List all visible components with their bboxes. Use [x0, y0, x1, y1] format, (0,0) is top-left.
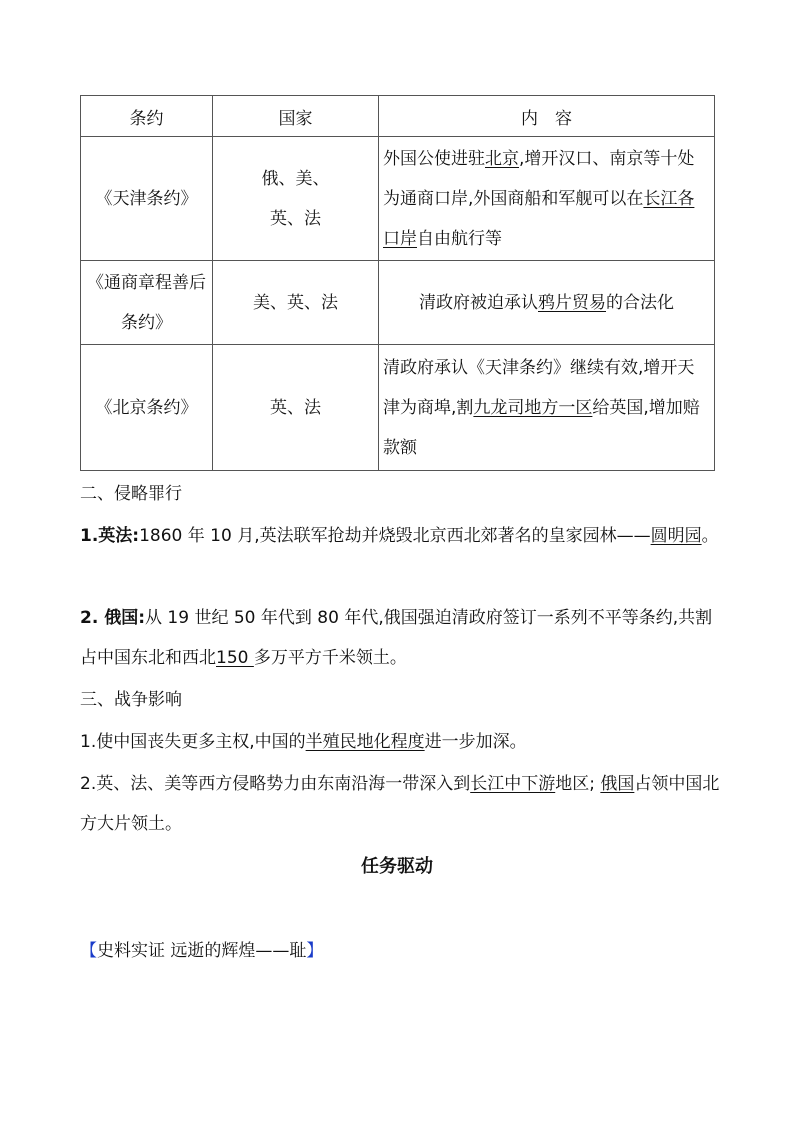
source-heading-text: 史料实证 远逝的辉煌——耻: [97, 941, 307, 961]
item-text: 1860 年 10 月,英法联军抢劫并烧毁北京西北郊著名的皇家园林——: [139, 526, 651, 546]
item-text: 进一步加深。: [424, 732, 527, 752]
table-row: [81, 345, 715, 471]
item-text: 。: [701, 526, 719, 546]
source-heading: [80, 936, 323, 961]
content-underlined: 九龙司地方一区: [473, 397, 593, 418]
content-text: 给英国,增加赔款额: [383, 397, 700, 458]
item-underlined: 150: [216, 648, 254, 668]
item-label: 1.英法:: [80, 526, 140, 546]
header-countries: 国家: [213, 96, 379, 137]
content-underlined: 长江各口岸: [383, 188, 695, 249]
table-row: [81, 137, 715, 261]
item-underlined: 圆明园: [650, 526, 702, 546]
table-header-row: [81, 96, 715, 137]
task-title: 任务驱动: [361, 856, 433, 877]
content-text: 自由航行等: [417, 228, 502, 249]
item-text: 从 19 世纪 50 年代到 80 年代,俄国强迫清政府签订一系列不平等条约,共割占中国东北和西北: [80, 608, 713, 668]
treaty-countries: 英、法: [213, 345, 379, 471]
treaty-name-line: 《通商章程善后: [87, 272, 206, 293]
countries-line: 俄、美、: [261, 168, 330, 189]
item-label: 2. 俄国:: [80, 608, 146, 628]
item-text: 占领中国北方大片领土。: [80, 774, 720, 834]
bracket-close: 】: [306, 941, 324, 961]
item-text: 多万平方千米领土。: [253, 648, 407, 668]
treaty-name: 《北京条约》: [81, 345, 213, 471]
bracket-open: 【: [80, 941, 97, 961]
treaty-countries: 美、英、法: [213, 261, 379, 345]
content-underlined: 北京: [485, 148, 519, 169]
impact-item-2: [80, 764, 720, 844]
treaty-table: [80, 95, 715, 471]
content-text: 清政府承认《天津条约》继续有效,增开天津为商埠,割: [383, 357, 695, 418]
item-text: 1.使中国丧失更多主权,中国的: [80, 732, 306, 752]
section-heading-impact: 三、战争影响: [80, 690, 182, 710]
treaty-content: [379, 261, 715, 345]
content-text: ,增开汉口、南京等十处为通商口岸,外国商船和军舰可以在: [383, 148, 695, 209]
item-text: 2.英、法、美等西方侵略势力由东南沿海一带深入到: [80, 774, 471, 794]
content-text: 清政府被迫承认: [419, 292, 538, 313]
treaty-name-line: 条约》: [121, 312, 172, 333]
header-treaty: 条约: [81, 96, 213, 137]
content-text: 的合法化: [606, 292, 674, 313]
content-underlined: 鸦片贸易: [538, 292, 606, 313]
countries-line: 英、法: [270, 208, 321, 229]
content-text: 外国公使进驻: [383, 148, 485, 169]
treaty-content: [379, 137, 715, 261]
treaty-name: 《天津条约》: [81, 137, 213, 261]
crime-item-russia: [80, 598, 720, 678]
crime-item-britain-france: [80, 516, 720, 556]
header-content: 内 容: [379, 96, 715, 137]
treaty-content: [379, 345, 715, 471]
impact-item-1: [80, 722, 720, 762]
treaty-name: [81, 261, 213, 345]
section-heading-crimes: 二、侵略罪行: [80, 484, 182, 504]
item-text: 地区;: [555, 774, 601, 794]
item-underlined: 半殖民地化程度: [305, 732, 425, 752]
item-underlined: 俄国: [600, 774, 635, 794]
item-underlined: 长江中下游: [470, 774, 556, 794]
table-row: [81, 261, 715, 345]
treaty-countries: [213, 137, 379, 261]
